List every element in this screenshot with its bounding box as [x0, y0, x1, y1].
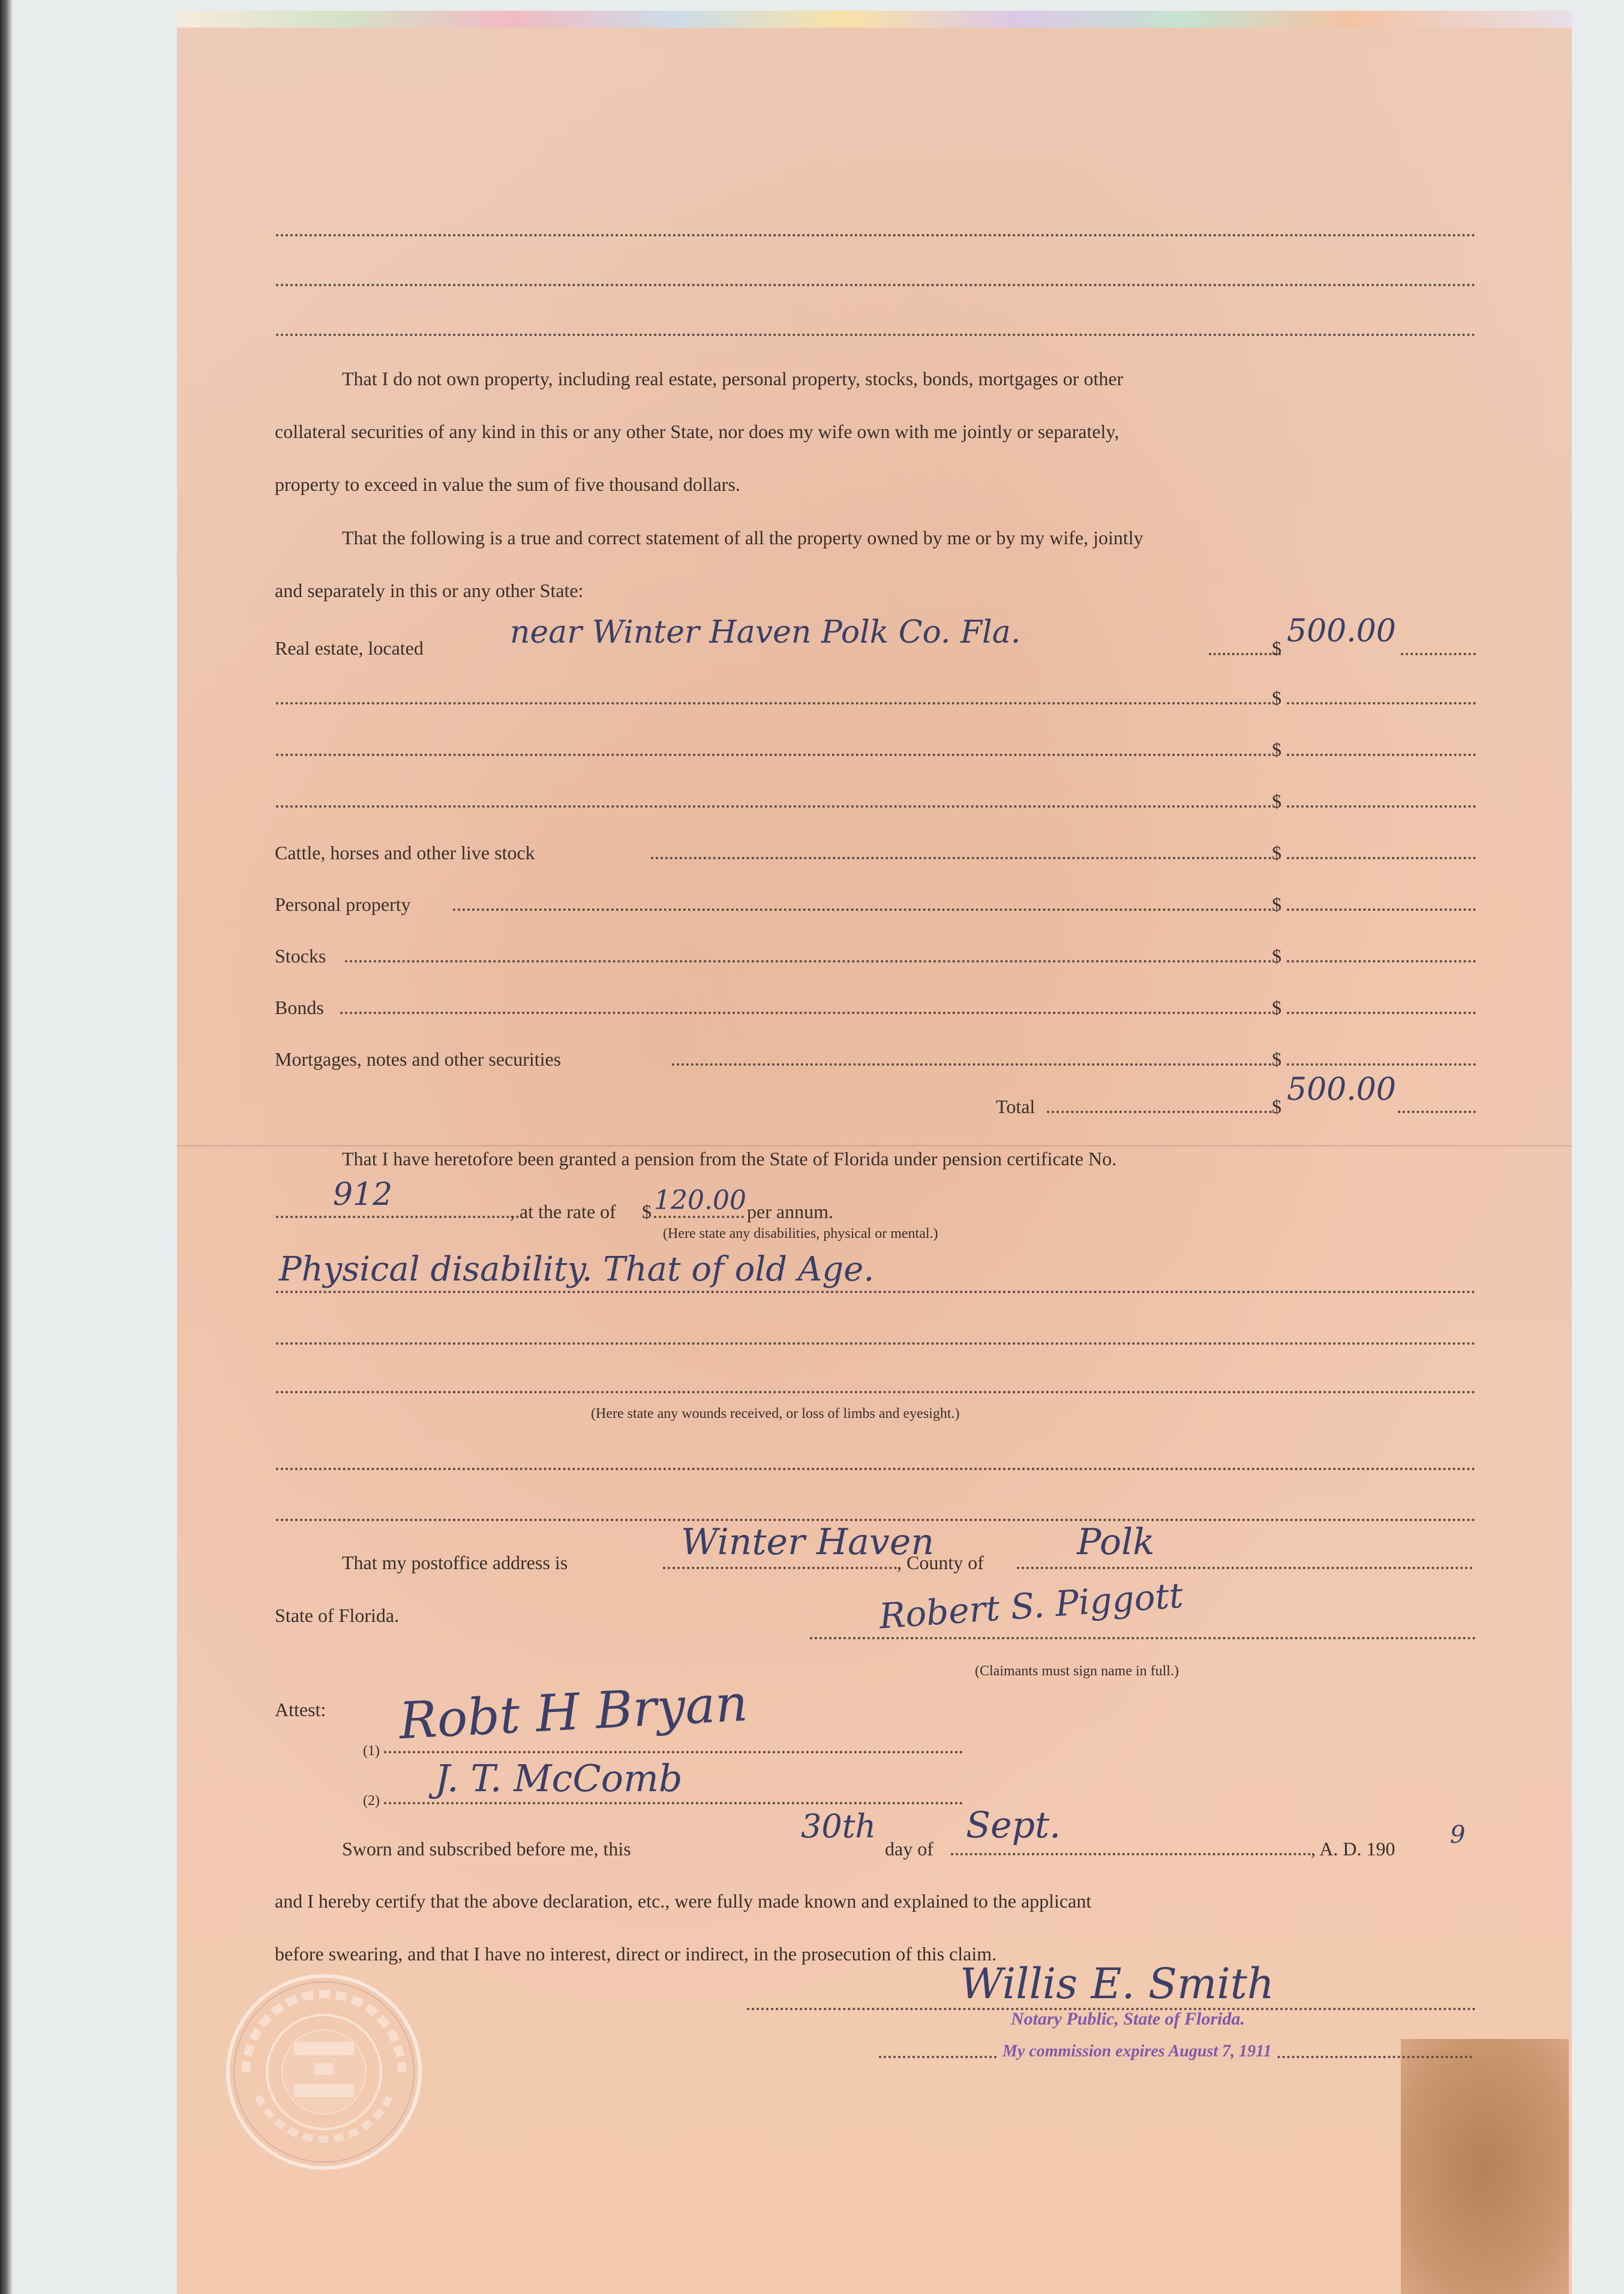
cattle-leader — [651, 857, 1272, 859]
blank-line-1 — [276, 234, 1476, 236]
pension-claim-form — [177, 11, 1572, 2294]
dollar-sign: $ — [1272, 739, 1281, 760]
value-line — [1287, 1012, 1476, 1014]
paper-top-edge — [177, 11, 1572, 28]
attest-label: Attest: — [275, 1699, 326, 1720]
pension-line-1: That I have heretofore been granted a pension from the State of Florida under pension certificate No. — [342, 1148, 1117, 1170]
dollar-sign: $ — [1272, 1096, 1281, 1117]
rate-label: , at the rate of — [510, 1201, 616, 1222]
county-handwritten: Polk — [1077, 1521, 1155, 1563]
cattle-label: Cattle, horses and other live stock — [275, 842, 535, 863]
stocks-leader — [345, 960, 1272, 962]
value-line — [1287, 1063, 1476, 1066]
disabilities-handwritten: Physical disability. That of old Age. — [279, 1250, 875, 1289]
disabilities-line-2 — [276, 1342, 1476, 1345]
value-line — [1287, 702, 1476, 704]
state-label: State of Florida. — [275, 1605, 400, 1626]
rate-handwritten: 120.00 — [654, 1185, 746, 1216]
postoffice-handwritten: Winter Haven — [681, 1521, 934, 1563]
real-estate-value-handwritten: 500.00 — [1287, 613, 1396, 649]
real-estate-blank-1 — [276, 702, 1272, 704]
paragraph-1-line-2: collateral securities of any kind in this or any other State, nor does my wife own with me jointly or separately, — [275, 421, 1119, 442]
personal-property-label: Personal property — [275, 893, 411, 915]
ad-label: , A. D. 190 — [1311, 1838, 1395, 1860]
real-estate-value-line — [1401, 653, 1476, 655]
bonds-leader — [340, 1012, 1272, 1014]
per-annum-label: per annum. — [747, 1201, 833, 1222]
claimant-signature-line — [810, 1637, 1476, 1639]
attest-2-line — [384, 1802, 963, 1804]
certify-line-1: and I hereby certify that the above declaration, etc., were fully made known and explained to the applicant — [275, 1890, 1092, 1912]
real-estate-leader — [1209, 653, 1281, 655]
real-estate-label: Real estate, located — [275, 637, 424, 659]
dollar-sign: $ — [1272, 790, 1281, 812]
paragraph-1-line-3: property to exceed in value the sum of five thousand dollars. — [275, 473, 740, 495]
blank-line-2 — [276, 284, 1476, 286]
certificate-number-line — [276, 1216, 519, 1218]
dollar-sign: $ — [1272, 997, 1281, 1018]
attest-2-label: (2) — [363, 1793, 380, 1809]
disabilities-line-3 — [276, 1391, 1476, 1393]
value-line — [1287, 857, 1476, 859]
sworn-month-line — [951, 1853, 1311, 1855]
total-value-handwritten: 500.00 — [1287, 1072, 1396, 1108]
dollar-sign: $ — [1272, 945, 1281, 967]
rate-line — [654, 1216, 744, 1218]
year-digit-handwritten: 9 — [1450, 1821, 1466, 1849]
paragraph-2-line-1: That the following is a true and correct statement of all the property owned by me or by my wife, jointly — [342, 527, 1143, 548]
postoffice-line — [663, 1567, 897, 1569]
certify-line-2: before swearing, and that I have no interest, direct or indirect, in the prosecution of this claim. — [275, 1943, 997, 1965]
real-estate-location-handwritten: near Winter Haven Polk Co. Fla. — [510, 614, 1021, 650]
dollar-sign: $ — [1272, 687, 1281, 709]
mortgages-label: Mortgages, notes and other securities — [275, 1048, 562, 1070]
total-leader — [1047, 1111, 1272, 1113]
wounds-line-1 — [276, 1468, 1476, 1470]
disabilities-line-1 — [276, 1291, 1476, 1293]
tape-stain — [1401, 2039, 1569, 2294]
postoffice-label: That my postoffice address is — [342, 1552, 568, 1573]
claimant-signature: Robert S. Piggott — [878, 1575, 1185, 1637]
notary-signature: Willis E. Smith — [960, 1959, 1274, 2008]
dollar-sign: $ — [1272, 893, 1281, 915]
notary-title-stamp: Notary Public, State of Florida. — [1011, 2009, 1245, 2029]
attest-1-label: (1) — [363, 1743, 380, 1759]
attest-2-signature: J. T. McComb — [435, 1756, 683, 1800]
paragraph-1-line-1: That I do not own property, including real estate, personal property, stocks, bonds, mortgages or other — [342, 368, 1124, 389]
dollar-sign: $ — [1272, 637, 1281, 659]
county-line — [1017, 1567, 1473, 1569]
sworn-label: Sworn and subscribed before me, this — [342, 1838, 631, 1860]
notary-commission-stamp: My commission expires August 7, 1911 — [999, 2042, 1275, 2061]
value-line — [1287, 908, 1476, 911]
county-label: , County of — [897, 1552, 984, 1573]
real-estate-blank-3 — [276, 805, 1272, 808]
dollar-sign: $ — [1272, 842, 1281, 863]
attest-1-signature: Robt H Bryan — [397, 1673, 749, 1751]
disabilities-instruction: (Here state any disabilities, physical or mental.) — [663, 1226, 938, 1242]
blank-line-3 — [276, 334, 1476, 336]
stocks-label: Stocks — [275, 945, 326, 967]
total-value-line — [1398, 1111, 1476, 1113]
claimant-instruction: (Claimants must sign name in full.) — [975, 1663, 1179, 1679]
dollar-sign: $ — [642, 1201, 652, 1222]
sworn-day-handwritten: 30th — [801, 1807, 876, 1845]
paragraph-2-line-2: and separately in this or any other State: — [275, 580, 584, 601]
sworn-month-handwritten: Sept. — [966, 1804, 1061, 1846]
notary-seal-emboss — [222, 1970, 426, 2174]
personal-leader — [453, 908, 1272, 911]
value-line — [1287, 960, 1476, 962]
wounds-instruction: (Here state any wounds received, or loss of limbs and eyesight.) — [591, 1406, 960, 1422]
mortgages-leader — [672, 1063, 1272, 1066]
dollar-sign: $ — [1272, 1048, 1281, 1070]
value-line — [1287, 754, 1476, 756]
scanner-edge — [0, 0, 12, 2294]
value-line — [1287, 805, 1476, 808]
real-estate-blank-2 — [276, 754, 1272, 756]
attest-1-line — [384, 1751, 963, 1753]
total-label: Total — [996, 1096, 1035, 1117]
bonds-label: Bonds — [275, 997, 324, 1018]
day-of-label: day of — [885, 1838, 933, 1860]
certificate-number-handwritten: 912 — [333, 1177, 393, 1213]
